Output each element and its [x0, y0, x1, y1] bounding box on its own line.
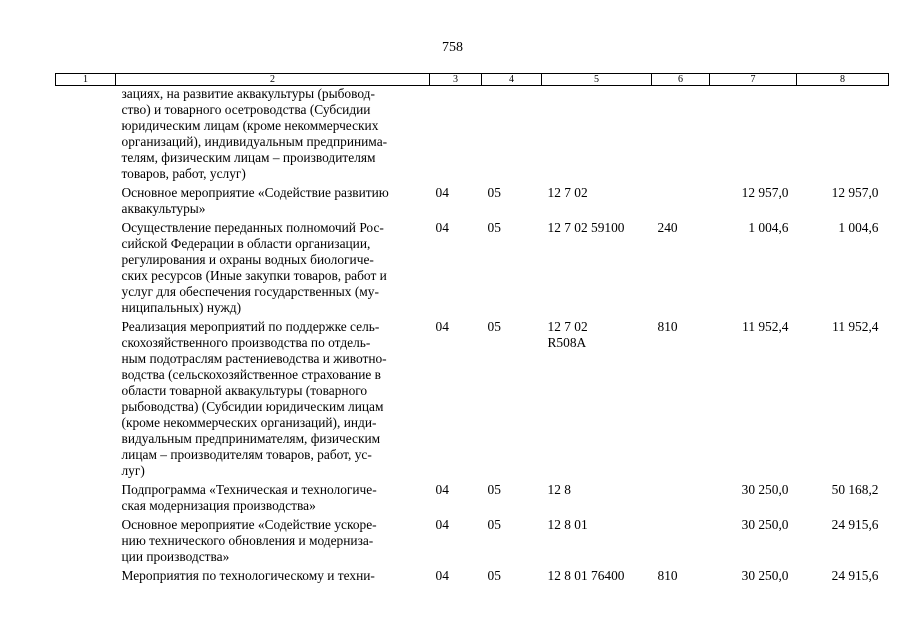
- cell-expense-type: [652, 517, 710, 568]
- cell-name: [116, 517, 430, 568]
- name-line: товаров, работ, услуг): [121, 166, 246, 181]
- cell-name: [116, 568, 430, 587]
- column-header-3: 3: [430, 74, 482, 86]
- name-line: Основное мероприятие «Содействие развитию: [121, 185, 389, 200]
- cell-target-article: 12 7 02 R508A: [547, 319, 588, 350]
- name-line: аквакультуры»: [121, 201, 206, 216]
- table-row: [56, 220, 889, 319]
- cell-target-article: 12 8: [547, 482, 571, 497]
- cell-amount-1: 30 250,0: [741, 482, 789, 497]
- cell-amount-2: 1 004,6: [838, 220, 879, 235]
- cell-expense-type: 810: [657, 319, 678, 334]
- name-line: сийской Федерации в области организации,: [121, 236, 371, 251]
- column-header-6: 6: [652, 74, 710, 86]
- name-line: ным подотраслям растениеводства и животно-: [121, 351, 387, 366]
- cell-section: 04: [435, 482, 449, 497]
- name-line: организаций), индивидуальным предпринима-: [121, 134, 388, 149]
- name-line: лицам – производителям товаров, работ, ус-: [121, 447, 372, 462]
- cell-name: [116, 86, 430, 186]
- cell-section: 04: [435, 185, 449, 200]
- name-line: услуг для обеспечения государственных (му-: [121, 284, 379, 299]
- table-row: [56, 185, 889, 220]
- name-line: регулирования и охраны водных биологиче-: [121, 252, 374, 267]
- cell-name: [116, 185, 430, 220]
- cell-amount-2: 11 952,4: [832, 319, 879, 334]
- budget-table: [55, 73, 889, 587]
- name-line: ции производства»: [121, 549, 230, 564]
- table-row: [56, 517, 889, 568]
- cell-col1: [56, 319, 116, 482]
- name-line: ских ресурсов (Иные закупки товаров, работ и: [121, 268, 387, 283]
- table-row: [56, 86, 889, 186]
- name-line: ство) и товарного осетроводства (Субсидии: [121, 102, 371, 117]
- name-line: Основное мероприятие «Содействие ускоре-: [121, 517, 377, 532]
- column-header-5: 5: [542, 74, 652, 86]
- cell-section: 04: [435, 568, 449, 583]
- name-line: Реализация мероприятий по поддержке сель-: [121, 319, 380, 334]
- cell-section: 04: [435, 220, 449, 235]
- name-line: телям, физическим лицам – производителям: [121, 150, 376, 165]
- column-header-7: 7: [710, 74, 797, 86]
- cell-amount-2: [797, 86, 889, 186]
- cell-name: [116, 319, 430, 482]
- name-line: зациях, на развитие аквакультуры (рыбовод-: [121, 86, 375, 101]
- name-line: рыбоводства) (Субсидии юридическим лицам: [121, 399, 384, 414]
- name-line: Подпрограмма «Техническая и технологиче-: [121, 482, 377, 497]
- cell-amount-1: 12 957,0: [741, 185, 789, 200]
- cell-section: [430, 86, 482, 186]
- name-line: (кроме некоммерческих организаций), инди-: [121, 415, 377, 430]
- cell-target-article: 12 8 01 76400: [547, 568, 625, 583]
- table-row: [56, 568, 889, 587]
- name-line: нию технического обновления и модерниза-: [121, 533, 374, 548]
- cell-amount-2: 24 915,6: [831, 568, 879, 583]
- cell-col1: [56, 517, 116, 568]
- cell-expense-type: 810: [657, 568, 678, 583]
- column-header-2: 2: [116, 74, 430, 86]
- table-row: [56, 482, 889, 517]
- cell-amount-2: 24 915,6: [831, 517, 879, 532]
- cell-expense-type: [652, 482, 710, 517]
- cell-target-article: 12 7 02 59100: [547, 220, 625, 235]
- cell-target-article: [542, 86, 652, 186]
- name-line: скохозяйственного производства по отдель-: [121, 335, 371, 350]
- column-header-1: 1: [56, 74, 116, 86]
- column-header-8: 8: [797, 74, 889, 86]
- cell-amount-2: 12 957,0: [831, 185, 879, 200]
- name-line: Мероприятия по технологическому и техни-: [121, 568, 375, 583]
- cell-expense-type: [652, 86, 710, 186]
- cell-col1: [56, 568, 116, 587]
- cell-col1: [56, 220, 116, 319]
- name-line: области товарной аквакультуры (товарного: [121, 383, 368, 398]
- name-line: Осуществление переданных полномочий Рос-: [121, 220, 384, 235]
- cell-expense-type: 240: [657, 220, 678, 235]
- name-line: ниципальных) нужд): [121, 300, 242, 315]
- table-row: [56, 319, 889, 482]
- header-row: [56, 74, 889, 86]
- cell-amount-1: 11 952,4: [742, 319, 789, 334]
- cell-subsection: 05: [487, 319, 501, 334]
- cell-col1: [56, 482, 116, 517]
- cell-section: 04: [435, 517, 449, 532]
- cell-subsection: 05: [487, 220, 501, 235]
- table-body: [56, 86, 889, 588]
- cell-subsection: 05: [487, 568, 501, 583]
- table-header: [56, 74, 889, 86]
- cell-subsection: [482, 86, 542, 186]
- cell-target-article: 12 8 01: [547, 517, 588, 532]
- name-line: видуальным предпринимателям, физическим: [121, 431, 381, 446]
- cell-amount-2: 50 168,2: [831, 482, 879, 497]
- column-header-4: 4: [482, 74, 542, 86]
- cell-target-article: 12 7 02: [547, 185, 588, 200]
- cell-name: [116, 220, 430, 319]
- cell-name: [116, 482, 430, 517]
- name-line: ская модернизация производства»: [121, 498, 316, 513]
- cell-subsection: 05: [487, 482, 501, 497]
- page-number: 758: [442, 40, 463, 55]
- name-line: луг): [121, 463, 145, 478]
- name-line: водства (сельскохозяйственное страхование в: [121, 367, 381, 382]
- cell-amount-1: 30 250,0: [741, 568, 789, 583]
- cell-col1: [56, 86, 116, 186]
- cell-section: 04: [435, 319, 449, 334]
- cell-subsection: 05: [487, 517, 501, 532]
- cell-amount-1: 1 004,6: [748, 220, 789, 235]
- name-line: юридическим лицам (кроме некоммерческих: [121, 118, 379, 133]
- cell-col1: [56, 185, 116, 220]
- cell-amount-1: 30 250,0: [741, 517, 789, 532]
- cell-expense-type: [652, 185, 710, 220]
- cell-subsection: 05: [487, 185, 501, 200]
- cell-amount-1: [710, 86, 797, 186]
